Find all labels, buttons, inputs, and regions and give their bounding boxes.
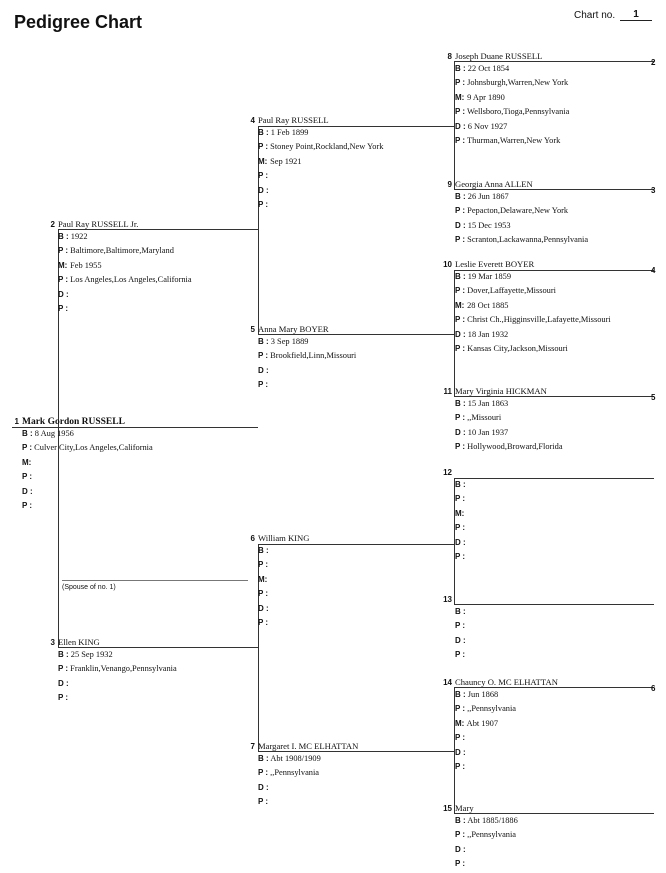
person-11: [443, 386, 665, 456]
person-field: [455, 747, 665, 761]
field-label: M:: [455, 718, 465, 728]
field-value: Baltimore,Baltimore,Maryland: [70, 246, 174, 256]
line-spouse: [62, 580, 248, 581]
field-label: P :: [455, 315, 466, 325]
person-header: [443, 259, 665, 275]
person-number: 11: [443, 387, 452, 396]
person-field: [455, 412, 665, 426]
person-field: [455, 191, 665, 205]
person-name: Mark Gordon RUSSELL: [22, 417, 125, 427]
field-label: B :: [22, 429, 33, 438]
person-number: 8: [447, 52, 452, 61]
person-number: 2: [50, 220, 55, 229]
field-label: P :: [455, 206, 466, 216]
field-value: Scranton,Lackawanna,Pennsylvania: [467, 235, 589, 245]
person-field: [22, 486, 232, 500]
field-label: B :: [455, 272, 466, 281]
field-value: Franklin,Venango,Pennsylvania: [70, 664, 177, 674]
field-label: P :: [455, 704, 466, 714]
continuation-chart-number: 4: [651, 266, 656, 275]
field-label: D :: [22, 486, 33, 496]
field-value: 1 Feb 1899: [270, 128, 309, 137]
person-header: [443, 803, 665, 815]
person-7: [250, 741, 468, 811]
person-number: 9: [447, 180, 452, 189]
person-field: [22, 471, 232, 485]
person-name: Mary: [455, 803, 474, 813]
person-12: [443, 467, 665, 565]
person-field: [258, 574, 468, 588]
person-field: [258, 617, 468, 631]
page-title: Pedigree Chart: [14, 12, 143, 32]
person-field: [455, 732, 665, 746]
chart-number-value: 1: [620, 9, 652, 21]
field-value: 9 Apr 1890: [467, 92, 505, 102]
person-field: [22, 442, 232, 456]
person-number: 1: [14, 417, 19, 426]
person-field: [455, 427, 665, 441]
person-number: 4: [250, 116, 255, 125]
field-label: D :: [455, 220, 466, 230]
field-label: M:: [455, 92, 465, 102]
field-value: ,,Missouri: [467, 413, 502, 423]
person-field: [258, 365, 468, 379]
field-label: P :: [258, 797, 269, 807]
field-value: Abt 1885/1886: [467, 816, 518, 825]
person-field: [58, 692, 268, 706]
person-field: [455, 858, 665, 872]
field-value: 8 Aug 1956: [34, 429, 74, 438]
field-value: ,,Pennsylvania: [467, 704, 517, 714]
person-field: [455, 844, 665, 858]
person-name: Joseph Duane RUSSELL: [455, 51, 543, 61]
person-field: [22, 428, 232, 442]
person-header: [14, 416, 232, 428]
field-label: B :: [258, 128, 269, 137]
person-field: [22, 500, 232, 514]
person-field: [455, 285, 665, 299]
field-label: P :: [455, 107, 466, 117]
field-label: P :: [455, 761, 466, 771]
person-name: William KING: [258, 533, 310, 543]
field-value: Feb 1955: [70, 260, 102, 270]
field-label: P :: [455, 733, 466, 743]
person-field: [258, 767, 468, 781]
person-field: [455, 234, 665, 248]
person-field: [455, 300, 665, 314]
person-field: [22, 457, 232, 471]
person-field: [455, 493, 665, 507]
field-label: D :: [58, 678, 69, 688]
field-label: D :: [258, 365, 269, 375]
field-label: P :: [455, 859, 466, 869]
field-label: P :: [258, 199, 269, 209]
person-field: [455, 537, 665, 551]
field-value: ,,Pennsylvania: [467, 830, 517, 840]
person-field: [258, 185, 468, 199]
field-label: B :: [455, 399, 466, 408]
person-field: [58, 260, 268, 274]
field-value: Christ Ch.,Higginsville,Lafayette,Missouri: [467, 315, 611, 325]
field-label: M:: [58, 260, 68, 270]
person-number: 3: [50, 638, 55, 647]
chart-number-label: Chart no.: [574, 10, 616, 21]
field-label: P :: [258, 768, 269, 778]
field-value: 1922: [70, 232, 88, 241]
person-field: [455, 479, 665, 493]
person-field: [455, 689, 665, 703]
field-label: M:: [258, 156, 268, 166]
field-label: D :: [455, 329, 466, 339]
person-field: [455, 551, 665, 565]
person-field: [455, 761, 665, 775]
person-field: [258, 545, 468, 559]
person-4: [250, 115, 468, 213]
field-label: P :: [58, 303, 69, 313]
field-value: Johnsburgh,Warren,New York: [467, 78, 569, 88]
person-field: [455, 398, 665, 412]
field-label: P :: [258, 380, 269, 390]
person-header: [443, 677, 665, 693]
person-field: [455, 508, 665, 522]
person-field: [455, 121, 665, 135]
person-9: [447, 179, 665, 249]
field-value: Brookfield,Linn,Missouri: [270, 351, 357, 361]
person-name: Anna Mary BOYER: [258, 324, 329, 334]
field-value: 19 Mar 1859: [467, 272, 512, 281]
field-label: B :: [258, 754, 269, 763]
person-field: [258, 350, 468, 364]
person-field: [58, 303, 268, 317]
field-value: 3 Sep 1889: [270, 337, 309, 346]
person-field: [455, 106, 665, 120]
person-number: 12: [443, 468, 452, 477]
field-value: Culver City,Los Angeles,California: [34, 443, 153, 453]
field-label: P :: [455, 442, 466, 452]
field-label: P :: [258, 617, 269, 627]
person-name: Chauncy O. MC ELHATTAN: [455, 677, 558, 687]
field-label: P :: [455, 78, 466, 88]
person-field: [455, 77, 665, 91]
person-field: [258, 753, 468, 767]
person-2: [50, 219, 268, 317]
field-value: Wellsboro,Tioga,Pennsylvania: [467, 107, 570, 117]
field-value: Thurman,Warren,New York: [467, 135, 561, 145]
person-field: [258, 588, 468, 602]
person-field: [455, 92, 665, 106]
person-field: [58, 231, 268, 245]
field-label: P :: [455, 413, 466, 423]
person-field: [258, 559, 468, 573]
person-field: [455, 635, 665, 649]
person-number: 7: [250, 742, 255, 751]
field-label: B :: [58, 650, 69, 659]
field-label: B :: [455, 607, 466, 616]
field-label: P :: [58, 664, 69, 674]
person-field: [455, 329, 665, 343]
field-label: D :: [258, 782, 269, 792]
field-label: M:: [455, 300, 465, 310]
person-1: [14, 416, 232, 514]
person-name: Leslie Everett BOYER: [455, 259, 535, 269]
field-value: Abt 1907: [466, 718, 499, 728]
person-header: [250, 324, 468, 336]
person-field: [258, 336, 468, 350]
field-value: 15 Jan 1863: [467, 399, 509, 408]
field-label: M:: [455, 508, 465, 518]
person-name: Margaret I. MC ELHATTAN: [258, 741, 359, 751]
field-label: D :: [455, 635, 466, 645]
person-field: [455, 220, 665, 234]
field-label: P :: [22, 500, 33, 510]
field-label: D :: [58, 289, 69, 299]
spouse-label: (Spouse of no. 1): [62, 584, 116, 591]
field-label: P :: [22, 443, 33, 453]
person-field: [455, 703, 665, 717]
person-name: Georgia Anna ALLEN: [455, 179, 533, 189]
person-field: [455, 620, 665, 634]
person-number: 14: [443, 678, 452, 687]
field-label: D :: [455, 121, 466, 131]
field-value: ,,Pennsylvania: [270, 768, 320, 778]
field-label: M:: [22, 457, 32, 467]
person-header: [250, 533, 468, 545]
field-value: 15 Dec 1953: [467, 220, 511, 230]
field-label: B :: [258, 337, 269, 346]
person-number: 10: [443, 260, 452, 269]
person-field: [58, 678, 268, 692]
field-label: B :: [455, 690, 466, 699]
field-label: B :: [455, 192, 466, 201]
field-label: D :: [455, 747, 466, 757]
person-10: [443, 259, 665, 357]
person-field: [455, 522, 665, 536]
field-value: 6 Nov 1927: [467, 121, 508, 131]
person-field: [58, 245, 268, 259]
field-label: P :: [455, 135, 466, 145]
person-header: [250, 115, 468, 127]
person-8: [447, 51, 665, 149]
field-label: P :: [258, 589, 269, 599]
person-field: [258, 603, 468, 617]
field-label: P :: [58, 275, 69, 285]
field-label: B :: [455, 480, 466, 489]
person-field: [58, 274, 268, 288]
field-label: P :: [258, 351, 269, 361]
person-number: 15: [443, 804, 452, 813]
person-field: [455, 205, 665, 219]
field-label: B :: [258, 546, 269, 555]
person-field: [455, 63, 665, 77]
field-label: P :: [455, 830, 466, 840]
field-label: P :: [22, 472, 33, 482]
field-label: P :: [455, 551, 466, 561]
field-value: Stoney Point,Rockland,New York: [270, 142, 384, 152]
field-label: P :: [58, 693, 69, 703]
person-field: [258, 156, 468, 170]
field-label: B :: [58, 232, 69, 241]
continuation-chart-number: 2: [651, 58, 656, 67]
person-6: [250, 533, 468, 631]
person-field: [58, 663, 268, 677]
field-label: P :: [258, 560, 269, 570]
person-header: [50, 637, 268, 649]
person-field: [258, 796, 468, 810]
field-value: 28 Oct 1885: [467, 300, 509, 310]
person-header: [443, 467, 665, 479]
field-label: D :: [258, 603, 269, 613]
person-field: [58, 649, 268, 663]
person-number: 6: [250, 534, 255, 543]
field-value: Los Angeles,Los Angeles,California: [70, 275, 192, 285]
person-13: [443, 594, 665, 664]
person-field: [455, 271, 665, 285]
field-label: P :: [455, 286, 466, 296]
person-field: [455, 815, 665, 829]
person-header: [250, 741, 468, 753]
field-value: Kansas City,Jackson,Missouri: [467, 343, 568, 353]
field-label: D :: [455, 427, 466, 437]
continuation-chart-number: 3: [651, 186, 656, 195]
field-label: D :: [455, 844, 466, 854]
field-value: 26 Jun 1867: [467, 192, 509, 201]
person-name: Mary Virginia HICKMAN: [455, 386, 547, 396]
continuation-chart-number: 6: [651, 684, 656, 693]
person-header: [447, 179, 665, 195]
field-value: Jun 1868: [467, 690, 499, 699]
person-field: [455, 314, 665, 328]
field-label: P :: [455, 235, 466, 245]
field-label: M:: [258, 574, 268, 584]
field-label: B :: [455, 816, 466, 825]
person-field: [455, 343, 665, 357]
person-header: [50, 219, 268, 231]
person-14: [443, 677, 665, 775]
person-field: [455, 649, 665, 663]
person-name: Ellen KING: [58, 637, 100, 647]
person-5: [250, 324, 468, 394]
person-field: [455, 606, 665, 620]
field-value: Dover,Laffayette,Missouri: [467, 286, 556, 296]
person-15: [443, 803, 665, 873]
person-field: [455, 718, 665, 732]
field-label: D :: [455, 537, 466, 547]
person-field: [258, 141, 468, 155]
field-label: B :: [455, 64, 466, 73]
continuation-chart-number: 5: [651, 393, 656, 402]
field-label: D :: [258, 185, 269, 195]
field-label: P :: [455, 343, 466, 353]
person-field: [258, 170, 468, 184]
field-value: Hollywood,Broward,Florida: [467, 442, 563, 452]
person-field: [258, 199, 468, 213]
field-value: 10 Jan 1937: [467, 427, 509, 437]
person-field: [258, 782, 468, 796]
field-value: 22 Oct 1854: [467, 64, 510, 73]
person-field: [455, 441, 665, 455]
person-3: [50, 637, 268, 707]
person-number: 5: [250, 325, 255, 334]
field-label: P :: [258, 171, 269, 181]
person-field: [58, 289, 268, 303]
field-label: P :: [258, 142, 269, 152]
field-label: P :: [455, 621, 466, 631]
field-value: 25 Sep 1932: [70, 650, 113, 659]
field-value: Pepacton,Delaware,New York: [467, 206, 569, 216]
field-value: Sep 1921: [270, 156, 302, 166]
field-value: 18 Jan 1932: [467, 329, 509, 339]
person-field: [258, 379, 468, 393]
person-name: Paul Ray RUSSELL Jr.: [58, 219, 139, 229]
person-header: [443, 386, 665, 402]
person-field: [455, 135, 665, 149]
person-field: [258, 127, 468, 141]
field-label: P :: [455, 650, 466, 660]
person-number: 13: [443, 595, 452, 604]
person-name: Paul Ray RUSSELL: [258, 115, 329, 125]
field-label: P :: [58, 246, 69, 256]
person-header: [447, 51, 665, 67]
person-header: [443, 594, 665, 606]
field-label: P :: [455, 523, 466, 533]
field-label: P :: [455, 494, 466, 504]
field-value: Abt 1908/1909: [270, 754, 321, 763]
person-field: [455, 829, 665, 843]
